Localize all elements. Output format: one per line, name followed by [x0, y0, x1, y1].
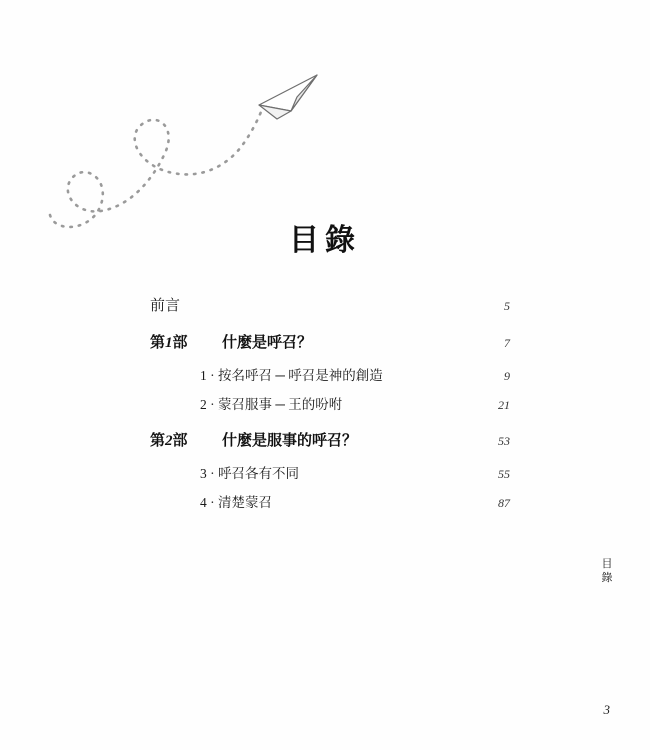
part-prefix: 第: [150, 432, 166, 449]
toc-entry-part-2[interactable]: [150, 430, 510, 453]
part-title: 什麼是呼召？: [222, 334, 313, 351]
running-head-char-1: 目: [601, 558, 613, 570]
paper-plane-icon: [45, 55, 325, 230]
toc-entry-part-1[interactable]: [150, 332, 510, 355]
toc-entry-chapter-4[interactable]: [150, 493, 510, 513]
toc-entry-preface[interactable]: [150, 295, 510, 318]
part-suffix: 部: [172, 432, 188, 449]
part-number: 2: [165, 432, 173, 449]
toc-entry-label: 前言: [150, 298, 181, 314]
toc-entry-page: 9: [504, 369, 510, 383]
toc-entry-chapter-1[interactable]: [150, 366, 510, 386]
toc-entry-label: [150, 332, 470, 355]
toc-entry-label: 1 · 按名呼召 ─ 呼召是神的創造: [200, 368, 383, 383]
toc-entry-page: 87: [498, 496, 510, 511]
part-title: 什麼是服事的呼召？: [222, 432, 358, 449]
toc-entry-label: 4 · 清楚蒙召: [200, 495, 272, 511]
toc-entry-page: 21: [498, 398, 510, 413]
paper-plane-decoration: [45, 55, 325, 230]
page-number: 3: [603, 702, 610, 717]
part-number-group: [150, 430, 222, 453]
toc-entry-label: 3 · 呼召各有不同: [200, 466, 299, 481]
toc-entry-label: [150, 430, 470, 453]
page-title: 目錄: [289, 224, 361, 257]
running-head: [600, 558, 614, 586]
part-suffix: 部: [172, 334, 188, 351]
toc-entry-page: 53: [498, 433, 510, 448]
toc-entry-page: 7: [504, 335, 510, 350]
toc-entry-page: 55: [498, 467, 510, 481]
toc-entry-label: 2 · 蒙召服事 ─ 王的吩咐: [200, 397, 343, 413]
toc-entry-chapter-2[interactable]: [150, 395, 510, 415]
toc-entry-chapter-3[interactable]: [150, 464, 510, 484]
running-head-char-2: 錄: [601, 571, 613, 584]
part-prefix: 第: [150, 334, 166, 351]
table-of-contents: [150, 295, 510, 523]
toc-entry-page: 5: [504, 299, 510, 313]
part-number: 1: [165, 334, 173, 351]
part-number-group: [150, 332, 222, 355]
